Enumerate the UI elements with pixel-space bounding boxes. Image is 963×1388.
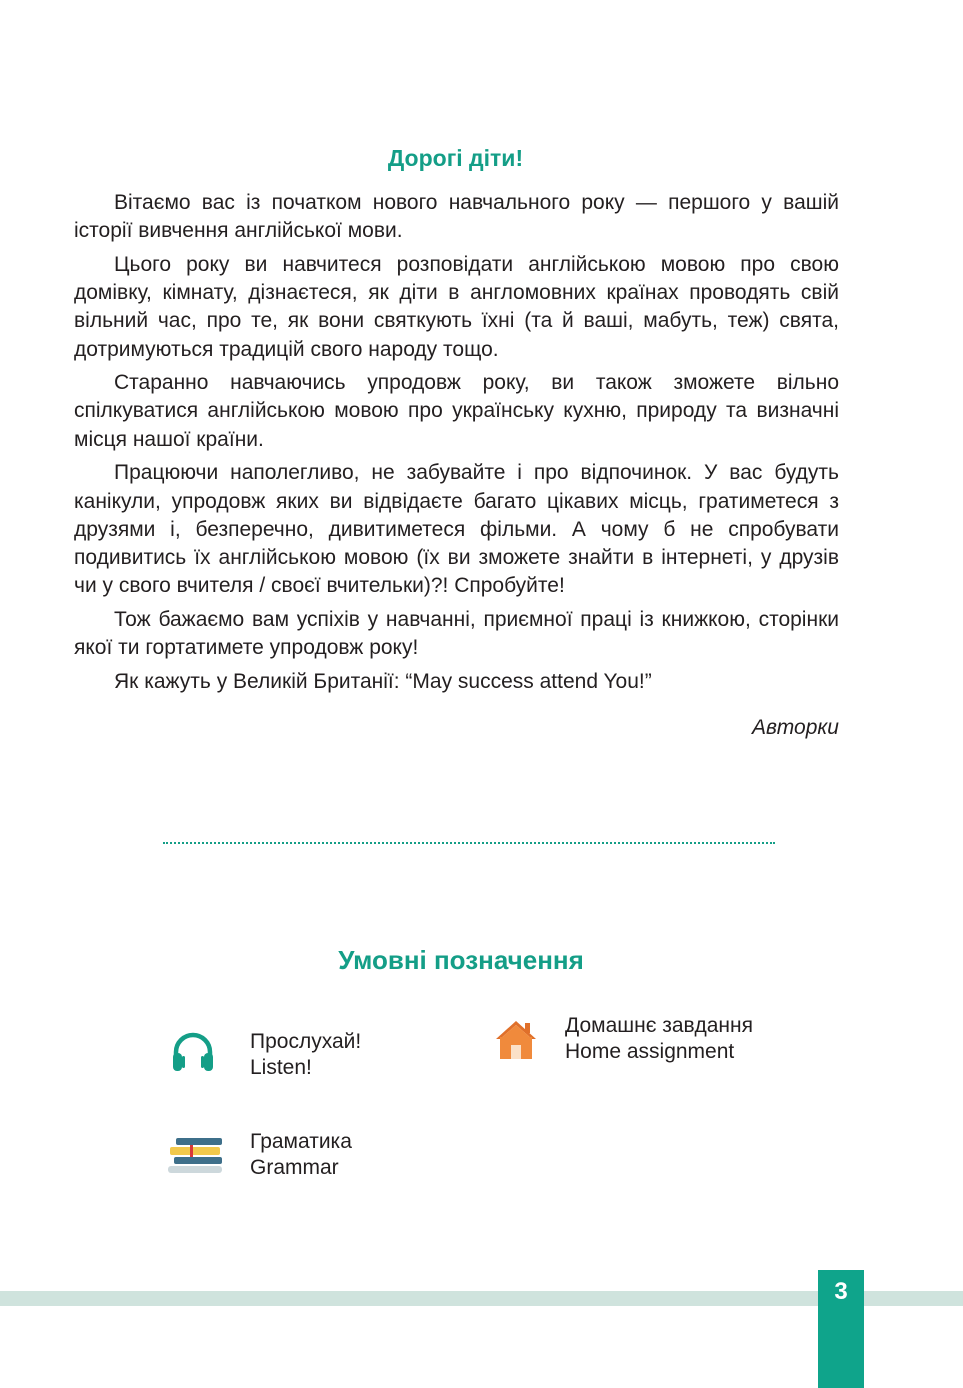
legend-item-listen <box>170 1028 410 1088</box>
legend-label-uk: Прослухай! <box>250 1030 362 1053</box>
page-number: 3 <box>834 1278 848 1305</box>
headphones-icon <box>170 1030 216 1083</box>
page-number-tab <box>818 1270 864 1388</box>
signature: Авторки <box>752 716 839 739</box>
letter-body <box>74 189 839 696</box>
legend-title: Умовні позначення <box>338 945 584 975</box>
letter-paragraph: Працюючи наполегливо, не забувайте і про відпочинок. У вас будуть канікули, упродовж яких ви відвідаєте багато цікавих місць, гратиметеся з друзями і, безперечно, дивитиметеся фільми. А чому б не спробувати подивитись їх англійською мовою (їх ви зможете знайти в інтернеті, у друзів чи у свого вчителя / своєї вчительки)?! Спробуйте! <box>74 461 839 598</box>
legend-label-en: Listen! <box>250 1056 312 1079</box>
house-icon <box>494 1019 538 1068</box>
legend-label <box>565 1013 753 1065</box>
dotted-divider <box>163 842 775 844</box>
legend-label <box>250 1129 352 1181</box>
letter-paragraph: Як кажуть у Великій Британії: “May success attend You!” <box>114 669 652 693</box>
legend-item-home-assignment <box>494 1013 794 1073</box>
legend-label <box>250 1029 361 1081</box>
legend-item-grammar <box>166 1129 406 1189</box>
legend-label-en: Grammar <box>250 1156 339 1179</box>
legend-label-uk: Граматика <box>250 1130 352 1153</box>
letter-paragraph: Тож бажаємо вам успіхів у навчанні, приємної праці із книжкою, сторінки якої ти гортатимете упродовж року! <box>74 607 839 660</box>
letter-paragraph: Цього року ви навчитеся розповідати англійською мовою про свою домівку, кімнату, дізнаєтеся, як діти в англомовних країнах проводять свій вільний час, про те, як вони святкують їхні (та й ваші, мабуть, теж) свята, дотримуються традицій свого народу тощо. <box>74 252 839 361</box>
letter-paragraph: Старанно навчаючись упродовж року, ви також зможете вільно спілкуватися англійською мовою про українську кухню, природу та визначні місця нашої країни. <box>74 371 839 451</box>
legend-label-en: Home assignment <box>565 1040 735 1063</box>
greeting-title: Дорогі діти! <box>387 145 524 171</box>
books-icon <box>166 1135 224 1182</box>
letter-paragraph: Вітаємо вас із початком нового навчального року — першого у вашій історії вивчення англійської мови. <box>74 191 839 243</box>
legend-label-uk: Домашнє завдання <box>565 1014 753 1037</box>
